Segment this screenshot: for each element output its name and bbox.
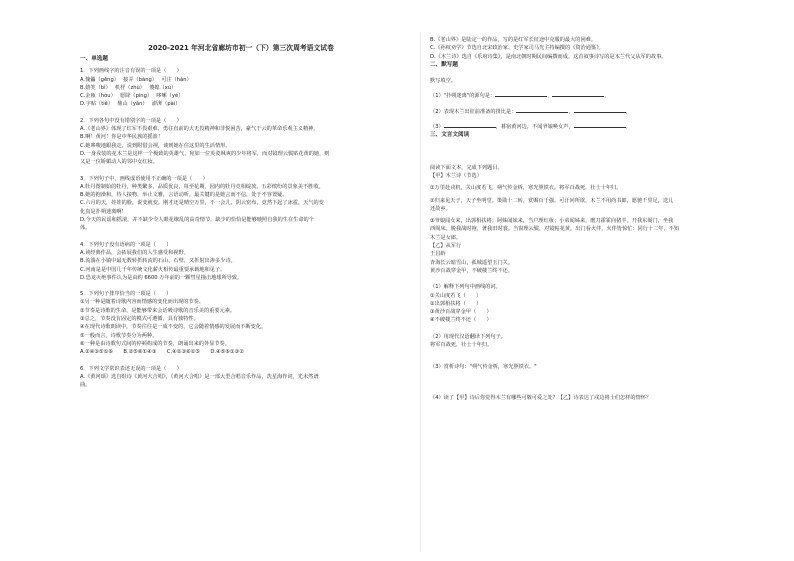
answer-blank[interactable] [444, 122, 496, 128]
right-column [430, 36, 750, 402]
sub-question: （4）读了【甲】诗后你觉得木兰有哪些可敬可爱之处？【乙】诗表达了戍边将士们怎样的情怀？ [430, 394, 652, 401]
sub-question: （2）用现代汉语翻译下列句子。 [430, 333, 506, 340]
answer-blank[interactable] [495, 91, 547, 97]
sentence-5: ⑤一般而言，诗歌节奏分为两种。 [80, 332, 158, 339]
section-heading: 一、单选题 [80, 56, 108, 62]
question-stem: 默写填空。 [430, 78, 456, 85]
question-stem: 5．下列句子排序恰当的一项是（ ） [80, 291, 172, 298]
answer-blank[interactable] [552, 91, 604, 97]
answer-blank[interactable] [574, 107, 626, 113]
sentence-6: ⑥一种是由诗歌句式间的停顿构成的节奏，朗诵出来的外显节奏。 [80, 340, 230, 347]
sentence-4: ④在现代诗歌朗读中，节奏往往是一成不变的，它会随着情感的发展而不断变化。 [80, 324, 267, 331]
passage-heading: 【乙】从军行 [430, 243, 462, 250]
question-stem: 3．下列句子中，画线成语使用不正确的一项是（ ） [80, 175, 208, 182]
fill-item-2: （2）表现木兰出征前准备的排比是： ， ， [430, 108, 631, 115]
sub-question: （1）解释下列句中画线的词。 [430, 284, 501, 291]
question-5 [80, 290, 402, 356]
sub-question: （3）赏析诗句："朔气传金柝，寒光照铁衣。" [430, 364, 537, 371]
passage-paragraph-cont: 木兰是女郎。 [430, 234, 462, 241]
option-c-cont: 化真是扑朔迷离啊！ [80, 208, 127, 215]
passage-paragraph: ③爷娘闻女来，出郭相扶将；阿姊闻妹来，当户理红妆；小弟闻姊来，磨刀霍霍向猪羊。开我东阁门，坐我 [430, 218, 674, 225]
section-heading: 三、文言文阅读 [430, 132, 470, 139]
question-stem: 1．下列画线字的注音有误的一项是（ ） [80, 68, 182, 75]
option-b: B.她的抱澡和，待人接物，举止文雅，言语动听，最关键的是她言而不信，处于不容置疑。 [80, 192, 288, 199]
question-stem: 2．下列各句中没有错别字的一项是（ ） [80, 117, 182, 124]
column-divider [420, 32, 421, 552]
option-a-cont: 曲。 [80, 382, 91, 389]
passage-paragraph: ①万里赴戎机，关山度若飞。朔气传金柝，寒光照铁衣。将军百战死，壮士十年归。 [430, 185, 622, 192]
option-d-cont: 体。 [80, 225, 91, 232]
poem-line: 黄沙百战穿金甲，不破楼兰终不还。 [430, 267, 514, 274]
option-c: C.金瓯（hóu） 愿降（pínɡ） 哆嗦（yé） [80, 93, 184, 100]
option-d: D.今天的民谣和摇滚，并不缺少令人眼花缭乱的高奇情节，缺少的恰恰是能够映照自我的生在生命的个 [80, 217, 314, 224]
question-stem: 4．下列句子没有语病的一项是（ ） [80, 241, 172, 248]
question-9 [430, 283, 750, 402]
passage-paragraph-cont: 还故乡。 [430, 205, 451, 212]
question-3 [80, 175, 402, 233]
question-1 [80, 67, 402, 108]
sentence-1: ①另一种是随着诗歌内容而情感的变化而出现的节奏。 [80, 299, 204, 306]
word-item: ②出郭相扶将（ ） [430, 300, 482, 307]
passage-paragraph: ②归来见天子，天子坐明堂。策勋十二转，赏赐百千强。可汗问所欲，木兰不用尚书郎，愿驰千里足，送儿 [430, 197, 674, 204]
fill-item-1: （1）"扑朔迷离"的源句是： ， 。 [430, 93, 610, 100]
word-item: ③黄沙百战穿金甲（ ） [430, 309, 492, 316]
section-heading: 二、默写题 [430, 61, 458, 68]
passage-heading: 【甲】木兰诗（节选） [430, 172, 482, 179]
option-b: B.流淌在小镇中最无数转折转流的石山、石壁，又折射出渗多少诗。 [80, 258, 236, 265]
passage-paragraph-cont: 西阁床。脱我战时袍，著我旧时裳。当窗理云鬓，对镜帖花黄。出门看火伴，火伴皆惊忙：同行十二年，不知 [430, 226, 680, 233]
option-d: D.《木兰诗》选自《乐府诗集》，是南北朝时期民间编撰而成。这首叙事诗写的是木兰代父从军的故事。 [430, 53, 667, 60]
option-a: A.《黄河颂》选自组诗《黄河大合唱》，《黄河大合唱》是一部大型合唱音乐作品，冼星海作词，光未然谱 [80, 373, 319, 380]
question-6 [80, 365, 402, 390]
answer-blank[interactable] [574, 122, 626, 128]
option-c: C.河南是是中国几千年传统文化薪火相传最重要承载地和见子。 [80, 266, 226, 273]
sentence-3: ③总之，节奏没有固定的模式可遵循，具有独特性。 [80, 316, 199, 323]
exam-title: 2020-2021 年河北省廊坊市初一（下）第三次周考语文试卷 [148, 44, 334, 52]
answer-blank[interactable] [516, 107, 568, 113]
option-c: C.六月的天，娃娃的脸，说变就变。刚才还是晴空万里，不一会儿，阴云密布，竟然下起了冰雹，天气的变 [80, 200, 324, 207]
option-d: D.一身戎装的花木兰是这样一个极致的英雄气，宛如一位英姿飒爽的少年将军，而对镜理云鬓贴花黄的她，则 [80, 150, 330, 157]
sentence-2: ②节奏是诗歌的生命，是能够带来会话吸诗歌的音乐美的重要元素。 [80, 307, 236, 314]
poem-line: 青海长云暗雪山，孤城遥望玉门关。 [430, 259, 514, 266]
option-a: A.牡丹图制始的牡丹，种类繁多，品质优良，每至花期，园内的牡丹竞相绽放，五彩缤纷的景象美不胜收。 [80, 183, 324, 190]
option-d-cont: 又是一位娇媚动人的邻中女红妆。 [80, 159, 158, 166]
option-c: C.她哆唆地跟我走，说到附借会视，谈到她在住这里的生活情形。 [80, 142, 231, 149]
word-item: ④不破楼兰终不还（ ） [430, 317, 492, 324]
option-b: B.《老山界》是陆定一的作品，写的是红军长征途中克服的最大的困难。 [430, 37, 597, 43]
question-4 [80, 241, 402, 282]
option-b: B.嬉笑（bì） 机杼（zhù） 傻媳（xù） [80, 84, 177, 91]
answer-options: A.②④③⑤①⑥ B.②⑤⑥①④③ C.④②③⑥①⑤ D.④⑤⑥①③② [80, 349, 244, 356]
option-a: A.读经典作品，会拓展我们的人生感受和视野。 [80, 249, 189, 256]
option-c: C.《孙权劝学》节选自北宋政治家、史学家司马光主持编撰的《资治通鉴》。 [430, 45, 604, 52]
question-8 [430, 164, 750, 276]
option-d: D.字贴（tiě） 鼎山（yǎn） 澎湃（pài） [80, 101, 181, 108]
option-b: B.啊！黄河！你是中华民族的摇篮！ [80, 134, 164, 141]
question-2 [80, 117, 402, 167]
word-item: ①关山度若飞（ ） [430, 292, 482, 299]
option-a: A.《老山界》体现了红军不畏艰难，勇往直前的大无畏精神和非悦困苦，豪气干云的革命乐观主义精神。 [80, 126, 319, 133]
translate-sentence: 将军百战死，壮士十年归。 [430, 342, 493, 349]
fill-item-3: （3） ，暮宿黄河边，不闻爷娘唤女声， 。 [430, 124, 631, 131]
option-a: A.傀儡（ɡěnɡ） 接弄（bànɡ） 可注（hàn） [80, 76, 192, 83]
poem-author: 王昌龄 [430, 251, 446, 258]
question-7 [430, 77, 750, 131]
option-d: D.恐龙灭绝事件认为是由约 6600 万年前的一颗彗星撞击地球所导致。 [80, 274, 243, 281]
question-stem: 6．下列文学常识表述无误的一项是（ ） [80, 365, 182, 372]
left-column [80, 36, 402, 389]
question-intro: 阅读下面文本，完成下列题目。 [430, 164, 503, 171]
